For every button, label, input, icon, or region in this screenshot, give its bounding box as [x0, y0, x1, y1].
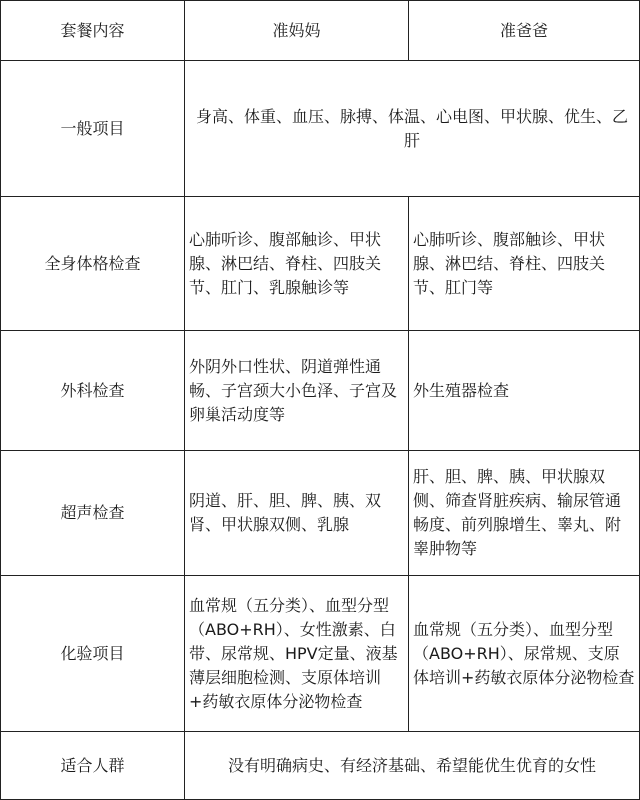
header-category: [1, 1, 184, 60]
cell-text: 没有明确病史、有经济基础、希望能优生优育的女性: [227, 755, 596, 775]
row-dad-lab: [409, 576, 639, 731]
row-label-surgical: [1, 331, 184, 450]
row-shared-suitable: [185, 732, 639, 799]
cell-text: 心肺听诊、腹部触诊、甲状腺、淋巴结、脊柱、四肢关节、肛门、乳腺触诊等: [189, 229, 382, 297]
row-label-general: [1, 61, 184, 196]
cell-text: 身高、体重、血压、脉搏、体温、心电图、甲状腺、优生、乙肝: [195, 106, 628, 150]
row-label-text: 适合人群: [60, 755, 125, 775]
row-label-text: 全身体格检查: [44, 253, 141, 273]
cell-text: 血常规（五分类）、血型分型（ABO+RH）、女性激素、白带、尿常规、HPV定量、液基薄层细胞检测、支原体培训+药敏衣原体分泌物检查: [189, 595, 398, 711]
header-mom-text: 准妈妈: [272, 20, 321, 40]
row-label-ultrasound: [1, 451, 184, 575]
header-mom: [185, 1, 408, 60]
cell-text: 外生殖器检查: [413, 380, 510, 400]
row-label-text: 化验项目: [60, 643, 125, 663]
row-shared-general: [185, 61, 639, 196]
row-label-physical: [1, 197, 184, 330]
row-label-text: 超声检查: [60, 503, 125, 522]
row-label-lab: [1, 576, 184, 731]
header-category-text: 套餐内容: [60, 20, 125, 40]
row-label-text: 外科检查: [60, 380, 125, 400]
row-mom-lab: [185, 576, 408, 731]
row-dad-ultrasound: [409, 451, 639, 575]
row-label-text: 一般项目: [60, 118, 125, 138]
header-dad-text: 准爸爸: [499, 20, 548, 40]
row-mom-physical: [185, 197, 408, 330]
header-dad: [409, 1, 639, 60]
cell-text: 肝、胆、脾、胰、甲状腺双侧、筛查肾脏疾病、输尿管通畅度、前列腺增生、睾丸、附睾肿物等: [413, 467, 622, 558]
row-mom-ultrasound: [185, 451, 408, 575]
row-mom-surgical: [185, 331, 408, 450]
cell-text: 外阴外口性状、阴道弹性通畅、子宫颈大小色泽、子宫及卵巢活动度等: [189, 356, 398, 424]
cell-text: 阴道、肝、胆、脾、胰、双肾、甲状腺双侧、乳腺: [189, 491, 382, 534]
row-dad-physical: [409, 197, 639, 330]
row-label-suitable: [1, 732, 184, 799]
cell-text: 血常规（五分类）、血型分型（ABO+RH）、尿常规、支原体培训+药敏衣原体分泌物检查: [413, 619, 635, 687]
row-dad-surgical: [409, 331, 639, 450]
cell-text: 心肺听诊、腹部触诊、甲状腺、淋巴结、脊柱、四肢关节、肛门等: [413, 229, 606, 297]
